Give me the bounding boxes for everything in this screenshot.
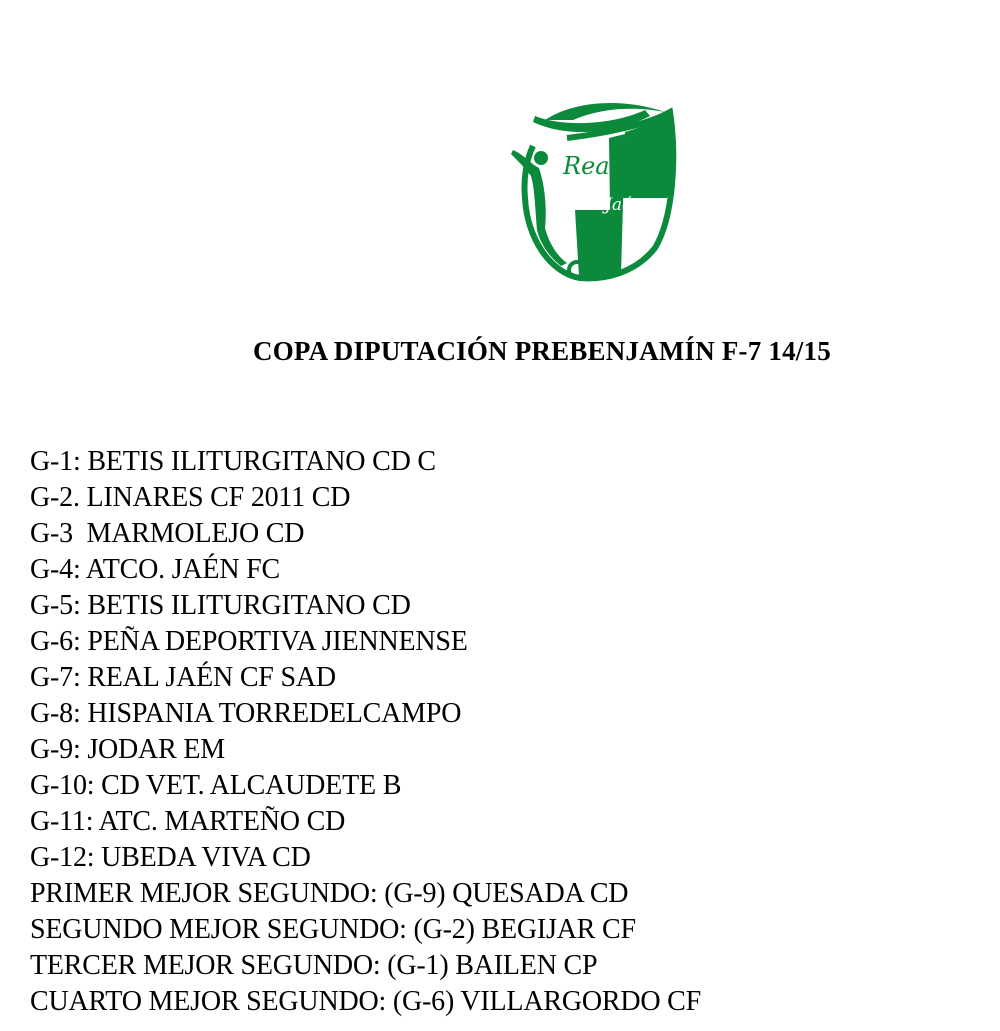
list-item: G-2. LINARES CF 2011 CD [30,482,351,513]
document-title: COPA DIPUTACIÓN PREBENJAMÍN F-7 14/15 [253,336,831,366]
list-item: G-4: ATCO. JAÉN FC [30,554,280,585]
list-item: G-7: REAL JAÉN CF SAD [30,662,336,693]
list-item: G-11: ATC. MARTEÑO CD [30,806,346,837]
list-item: G-12: UBEDA VIVA CD [30,842,311,873]
logo-wordmark-jaen: Jaén [605,195,643,215]
logo-wordmark-real: Real [563,152,618,180]
list-item: CUARTO MEJOR SEGUNDO: (G-6) VILLARGORDO CF [30,986,702,1017]
list-item: G-9: JODAR EM [30,734,225,765]
list-item: SEGUNDO MEJOR SEGUNDO: (G-2) BEGIJAR CF [30,914,636,945]
list-item: TERCER MEJOR SEGUNDO: (G-1) BAILEN CP [30,950,598,981]
list-item: G-1: BETIS ILITURGITANO CD C [30,446,436,477]
list-item: G-8: HISPANIA TORREDELCAMPO [30,698,462,729]
list-item: G-5: BETIS ILITURGITANO CD [30,590,411,621]
real-jaen-logo [505,98,680,283]
list-item: PRIMER MEJOR SEGUNDO: (G-9) QUESADA CD [30,878,629,909]
list-item: G-6: PEÑA DEPORTIVA JIENNENSE [30,626,468,657]
real-jaen-crest-icon [505,98,680,283]
list-item: G-10: CD VET. ALCAUDETE B [30,770,402,801]
group-winners-list [30,444,701,1020]
list-item: G-3 MARMOLEJO CD [30,518,305,549]
